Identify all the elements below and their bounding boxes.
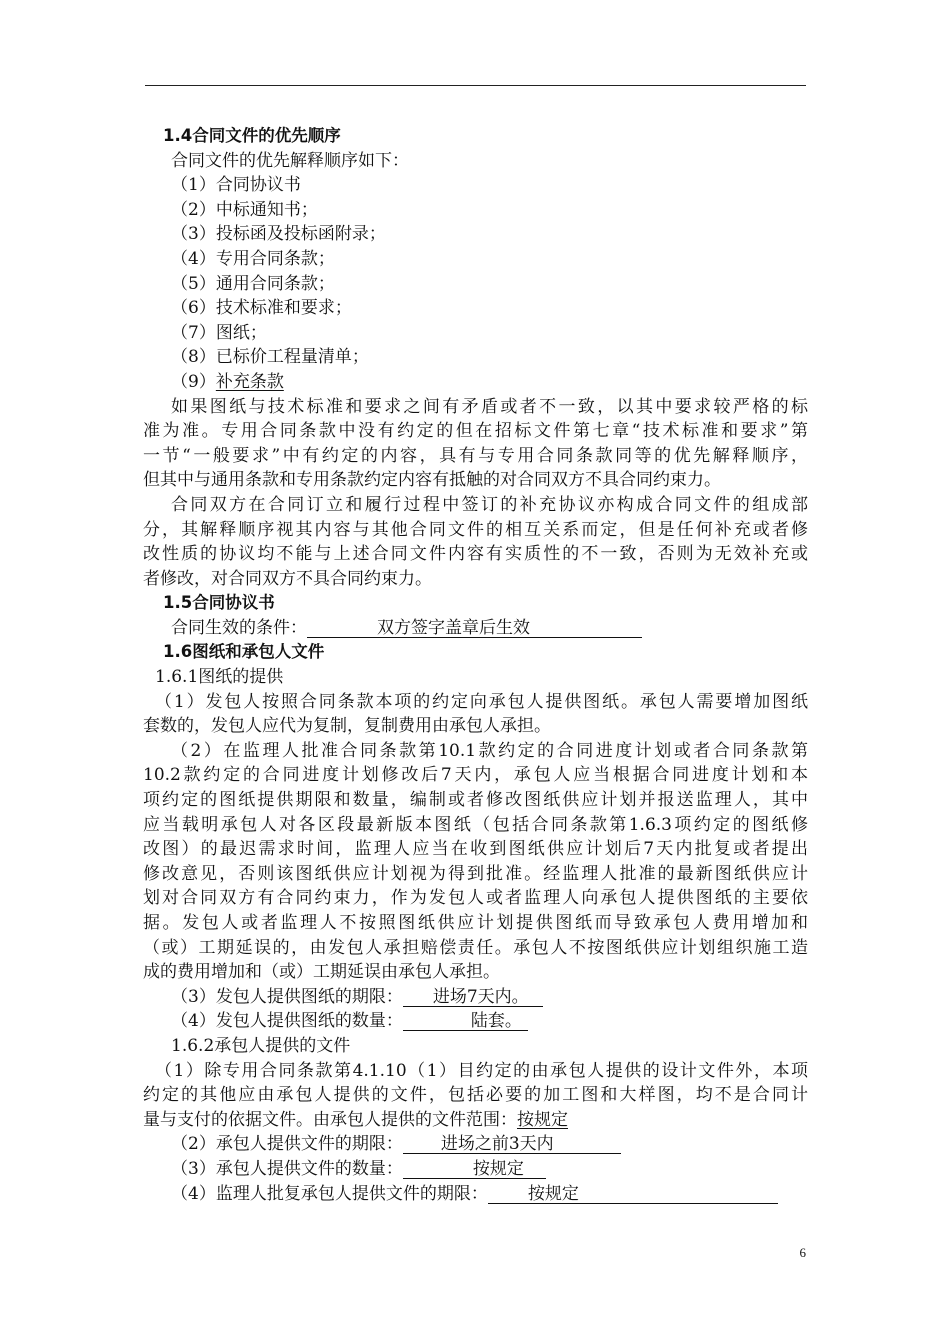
filled-value: 按规定 [527,1183,579,1204]
section-heading-1-4: 1.4合同文件的优先顺序 [163,126,341,145]
paragraph-line: 套数的，发包人应代为复制，复制费用由承包人承担。 [143,716,551,737]
paragraph-line: 分，其解释顺序视其内容与其他合同文件的相互关系而定，但是任何补充或者修 [143,519,808,540]
subsection-heading: 1.6.1图纸的提供 [155,667,284,688]
paragraph-line: 改性质的协议均不能与上述合同文件内容有实质性的不一致，否则为无效补充或 [143,544,808,565]
field-label: （3）发包人提供图纸的期限： [171,986,403,1007]
doc-period [143,1132,808,1157]
document-body [143,124,808,1206]
paragraph-line: （1）除专用合同条款第4.1.10（1）目约定的由承包人提供的设计文件外，本项 [155,1060,808,1081]
filled-value: 按规定 [472,1158,524,1179]
filled-blank [488,1185,778,1204]
section-heading-1-6: 1.6图纸和承包人文件 [163,642,325,662]
priority-item-label: （9） [171,371,216,392]
paragraph-line: 划对合同双方有合同约束力，作为发包人或者监理人向承包人提供图纸的主要依 [143,888,808,909]
priority-item: （2）中标通知书； [171,199,318,220]
filled-value: 双方签字盖章后生效 [377,617,530,638]
paragraph-line: 者修改，对合同双方不具合同约束力。 [143,568,432,589]
priority-intro: 合同文件的优先解释顺序如下： [171,150,409,171]
paragraph-line: 10.2款约定的合同进度计划修改后7天内，承包人应当根据合同进度计划和本 [143,765,808,786]
filled-blank [403,988,543,1007]
paragraph-line: 约定的其他应由承包人提供的文件，包括必要的加工图和大样图，均不是合同计 [143,1085,808,1106]
page-number: 6 [799,1245,806,1260]
effective-condition [143,616,808,641]
filled-blank [403,1012,528,1031]
priority-item: （1）合同协议书 [171,175,301,196]
paragraph-line [143,1108,808,1133]
paragraph-line: 合同双方在合同订立和履行过程中签订的补充协议亦构成合同文件的组成部 [171,494,808,515]
paragraph-line: （2）在监理人批准合同条款第10.1款约定的合同进度计划或者合同条款第 [171,740,808,761]
filled-value: 补充条款 [215,371,284,392]
drawing-period [143,985,808,1010]
paragraph-line: 项约定的图纸提供期限和数量，编制或者修改图纸供应计划并报送监理人，其中 [143,790,808,811]
approval-period [143,1182,808,1207]
paragraph-line: （1）发包人按照合同条款本项的约定向承包人提供图纸。承包人需要增加图纸 [155,691,808,712]
filled-value: 按规定 [517,1109,568,1130]
drawing-quantity [143,1009,808,1034]
paragraph-line: 修改意见，否则该图纸供应计划视为得到批准。经监理人批准的最新图纸供应计 [143,863,808,884]
priority-item: （3）投标函及投标函附录； [171,224,386,245]
paragraph-line: 成的费用增加和（或）工期延误由承包人承担。 [143,962,500,983]
filled-blank [403,1160,546,1179]
field-label: （4）监理人批复承包人提供文件的期限： [171,1183,488,1204]
priority-item: （5）通用合同条款； [171,273,335,294]
paragraph-line: （或）工期延误的，由发包人承担赔偿责任。承包人不按图纸供应计划组织施工造 [143,937,808,958]
priority-item: （7）图纸； [171,322,267,343]
priority-item [143,370,808,395]
paragraph-line: 一节“一般要求”中有约定的内容，具有与专用合同条款同等的优先解释顺序， [143,445,808,466]
paragraph-line: 应当载明承包人对各区段最新版本图纸（包括合同条款第1.6.3项约定的图纸修 [143,814,808,835]
filled-value: 进场之前3天内 [440,1134,554,1155]
field-label: （4）发包人提供图纸的数量： [171,1011,403,1032]
paragraph-line: 据。发包人或者监理人不按照图纸供应计划提供图纸而导致承包人费用增加和 [143,913,808,933]
paragraph-text: 量与支付的依据文件。由承包人提供的文件范围： [143,1109,517,1130]
subsection-heading: 1.6.2承包人提供的文件 [171,1035,351,1056]
priority-item: （4）专用合同条款； [171,248,335,269]
priority-item: （6）技术标准和要求； [171,298,352,319]
paragraph-line: 准为准。专用合同条款中没有约定的但在招标文件第七章“技术标准和要求”第 [143,421,808,442]
priority-item: （8）已标价工程量清单； [171,347,369,368]
paragraph-line: 但其中与通用条款和专用条款约定内容有抵触的对合同双方不具合同约束力。 [143,470,721,491]
doc-quantity [143,1157,808,1182]
filled-blank [403,1135,621,1154]
field-label: （2）承包人提供文件的期限： [171,1134,403,1155]
field-label: （3）承包人提供文件的数量： [171,1158,403,1179]
paragraph-line: 改图）的最迟需求时间，监理人应当在收到图纸供应计划后7天内批复或者提出 [143,839,808,860]
section-heading-1-5: 1.5合同协议书 [163,593,275,613]
filled-value: 进场7天内。 [432,986,529,1007]
filled-value: 陆套。 [470,1011,522,1032]
filled-blank [307,619,642,638]
field-label: 合同生效的条件： [171,617,307,638]
header-rule [145,85,806,86]
paragraph-line: 如果图纸与技术标准和要求之间有矛盾或者不一致，以其中要求较严格的标 [171,396,808,417]
